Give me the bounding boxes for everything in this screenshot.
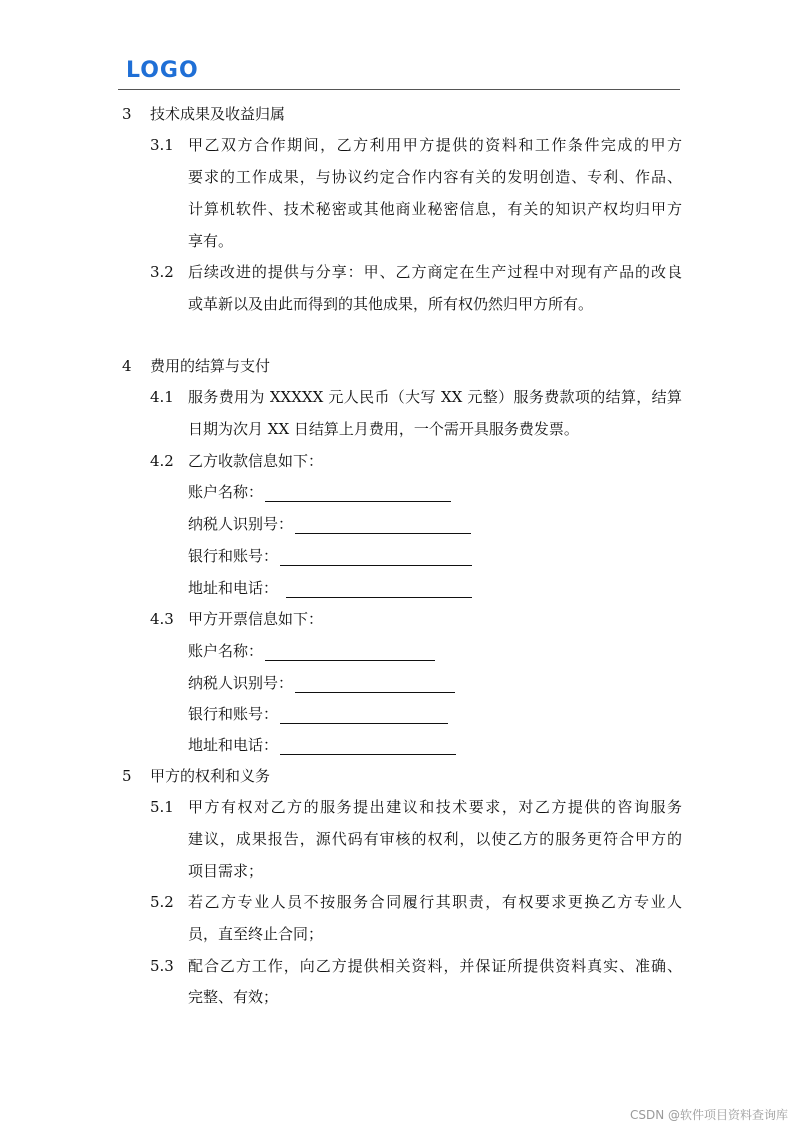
clause-3-2-line: 后续改进的提供与分享：甲、乙方商定在生产过程中对现有产品的改良 bbox=[188, 263, 682, 281]
section-3-title: 技术成果及收益归属 bbox=[150, 105, 286, 123]
clause-5-2-line: 若乙方专业人员不按服务合同履行其职责，有权要求更换乙方专业人 bbox=[188, 893, 682, 911]
field-label: 银行和账号： bbox=[188, 705, 279, 723]
clause-3-1-number: 3.1 bbox=[150, 136, 174, 154]
clause-3-1-line: 甲乙双方合作期间，乙方利用甲方提供的资料和工作条件完成的甲方 bbox=[188, 136, 682, 154]
header-divider bbox=[118, 89, 680, 90]
payee-account-name-blank[interactable] bbox=[265, 485, 451, 502]
section-4-number: 4 bbox=[122, 357, 132, 375]
invoice-bank-account-row bbox=[188, 704, 448, 724]
invoice-bank-account-blank[interactable] bbox=[280, 707, 448, 724]
section-5-number: 5 bbox=[122, 767, 132, 785]
clause-4-2-intro: 乙方收款信息如下： bbox=[188, 452, 324, 470]
invoice-account-name-row bbox=[188, 641, 435, 661]
clause-4-1-number: 4.1 bbox=[150, 388, 174, 406]
clause-4-3-number: 4.3 bbox=[150, 610, 174, 628]
clause-4-1-line: 日期为次月 XX 日结算上月费用，一个需开具服务费发票。 bbox=[188, 420, 579, 438]
clause-5-1-line: 项目需求； bbox=[188, 862, 264, 880]
clause-5-2-line: 员，直至终止合同； bbox=[188, 925, 324, 943]
clause-3-2-number: 3.2 bbox=[150, 263, 174, 281]
payee-bank-account-row bbox=[188, 546, 472, 566]
clause-3-1-line: 要求的工作成果，与协议约定合作内容有关的发明创造、专利、作品、 bbox=[188, 168, 682, 186]
clause-5-1-number: 5.1 bbox=[150, 798, 174, 816]
field-label: 账户名称： bbox=[188, 642, 264, 660]
field-label: 纳税人识别号： bbox=[188, 674, 294, 692]
clause-5-3-line: 配合乙方工作，向乙方提供相关资料，并保证所提供资料真实、准确、 bbox=[188, 957, 682, 975]
watermark: CSDN @软件项目资料查询库 bbox=[629, 1108, 788, 1122]
invoice-address-phone-row bbox=[188, 735, 456, 755]
section-5-title: 甲方的权利和义务 bbox=[150, 767, 271, 785]
logo: LOGO bbox=[126, 58, 199, 83]
payee-tax-id-row bbox=[188, 514, 471, 534]
field-label: 银行和账号： bbox=[188, 547, 279, 565]
invoice-tax-id-row bbox=[188, 673, 455, 693]
clause-3-1-line: 享有。 bbox=[188, 232, 234, 250]
field-label: 地址和电话： bbox=[188, 579, 279, 597]
clause-5-1-line: 甲方有权对乙方的服务提出建议和技术要求，对乙方提供的咨询服务 bbox=[188, 798, 682, 816]
payee-bank-account-blank[interactable] bbox=[280, 549, 472, 566]
invoice-tax-id-blank[interactable] bbox=[295, 676, 455, 693]
clause-5-1-line: 建议，成果报告，源代码有审核的权利，以使乙方的服务更符合甲方的 bbox=[188, 830, 682, 848]
payee-address-phone-blank[interactable] bbox=[286, 581, 472, 598]
payee-address-phone-row bbox=[188, 578, 472, 598]
clause-3-1-line: 计算机软件、技术秘密或其他商业秘密信息，有关的知识产权均归甲方 bbox=[188, 200, 682, 218]
clause-5-2-number: 5.2 bbox=[150, 893, 174, 911]
clause-4-2-number: 4.2 bbox=[150, 452, 174, 470]
invoice-address-phone-blank[interactable] bbox=[280, 738, 456, 755]
section-3-number: 3 bbox=[122, 105, 132, 123]
payee-tax-id-blank[interactable] bbox=[295, 517, 471, 534]
clause-5-3-line: 完整、有效； bbox=[188, 988, 279, 1006]
field-label: 账户名称： bbox=[188, 483, 264, 501]
clause-3-2-line: 或革新以及由此而得到的其他成果，所有权仍然归甲方所有。 bbox=[188, 295, 594, 313]
section-4-title: 费用的结算与支付 bbox=[150, 357, 271, 375]
clause-5-3-number: 5.3 bbox=[150, 957, 174, 975]
field-label: 纳税人识别号： bbox=[188, 515, 294, 533]
clause-4-1-line: 服务费用为 XXXXX 元人民币（大写 XX 元整）服务费款项的结算，结算 bbox=[188, 388, 682, 406]
payee-account-name-row bbox=[188, 482, 451, 502]
field-label: 地址和电话： bbox=[188, 736, 279, 754]
clause-4-3-intro: 甲方开票信息如下： bbox=[188, 610, 324, 628]
invoice-account-name-blank[interactable] bbox=[265, 644, 435, 661]
